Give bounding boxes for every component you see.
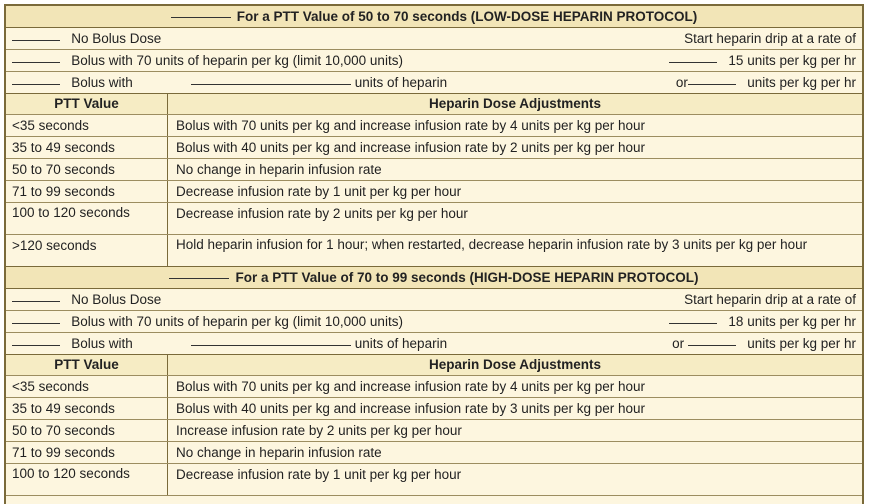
table-row: 50 to 70 seconds No change in heparin infusion rate: [6, 159, 862, 181]
drip-rate-label: 15 units per kg per hr: [728, 53, 856, 68]
no-bolus-label: No Bolus Dose: [71, 31, 162, 46]
ptt-value-header: PTT Value: [6, 94, 168, 114]
rate-blank: [669, 61, 717, 63]
table-row: 35 to 49 seconds Bolus with 40 units per kg and increase infusion rate by 2 units per kg per hour: [6, 137, 862, 159]
units-heparin-label: units of heparin: [354, 336, 448, 351]
high-dose-title: For a PTT Value of 70 to 99 seconds (HIGH-DOSE HEPARIN PROTOCOL): [235, 270, 699, 285]
table-row: >120 seconds Hold heparin infusion for 1 hour; when restarted, decrease heparin infusion rate by 3 units per kg per hour: [6, 235, 862, 267]
units-per-kg-hr-label: units per kg per hr: [747, 75, 856, 90]
bolus-70-row: [6, 50, 862, 72]
title-blank: [169, 277, 229, 279]
dose-adjustments-header: Heparin Dose Adjustments: [428, 96, 602, 111]
bolus-amount-blank: [191, 344, 351, 346]
table-row: <35 seconds Bolus with 70 units per kg and increase infusion rate by 4 units per kg per hour: [6, 376, 862, 398]
checkbox-blank: [12, 61, 60, 63]
high-dose-table-header: [6, 355, 862, 376]
start-drip-label: Start heparin drip at a rate of: [684, 292, 856, 307]
bolus-amount-blank: [191, 83, 351, 85]
rate-blank: [669, 322, 717, 324]
start-drip-label: Start heparin drip at a rate of: [684, 31, 856, 46]
heparin-protocol-sheet: [4, 4, 864, 504]
table-row: <35 seconds Bolus with 70 units per kg and increase infusion rate by 4 units per kg per hour: [6, 115, 862, 137]
table-row: 71 to 99 seconds Decrease infusion rate by 1 unit per kg per hour: [6, 181, 862, 203]
no-bolus-row: [6, 289, 862, 311]
or-label: or: [675, 75, 688, 90]
checkbox-blank: [12, 344, 60, 346]
drip-rate-label: 18 units per kg per hr: [728, 314, 856, 329]
rate-blank: [688, 344, 736, 346]
title-blank: [171, 16, 231, 18]
rate-blank: [688, 83, 736, 85]
checkbox-blank: [12, 83, 60, 85]
bolus-70-label: Bolus with 70 units of heparin per kg (limit 10,000 units): [71, 314, 403, 329]
no-bolus-row: [6, 28, 862, 50]
bolus-custom-row: [6, 333, 862, 355]
ptt-value-header: PTT Value: [6, 355, 168, 375]
bolus-with-label: Bolus with: [71, 336, 133, 351]
low-dose-table-header: [6, 94, 862, 115]
bolus-70-label: Bolus with 70 units of heparin per kg (limit 10,000 units): [71, 53, 403, 68]
table-row: 71 to 99 seconds No change in heparin infusion rate: [6, 442, 862, 464]
low-dose-title-row: [6, 6, 862, 28]
units-heparin-label: units of heparin: [354, 75, 448, 90]
checkbox-blank: [12, 39, 60, 41]
low-dose-title: For a PTT Value of 50 to 70 seconds (LOW-DOSE HEPARIN PROTOCOL): [236, 9, 698, 24]
dose-adjustments-header: Heparin Dose Adjustments: [428, 357, 602, 372]
bolus-with-label: Bolus with: [71, 75, 133, 90]
high-dose-title-row: [6, 267, 862, 289]
checkbox-blank: [12, 322, 60, 324]
table-row: 100 to 120 seconds Decrease infusion rate by 1 unit per kg per hour: [6, 464, 862, 496]
units-per-kg-hr-label: units per kg per hr: [747, 336, 856, 351]
no-bolus-label: No Bolus Dose: [71, 292, 162, 307]
bolus-custom-row: [6, 72, 862, 94]
table-row: 35 to 49 seconds Bolus with 40 units per kg and increase infusion rate by 3 units per kg per hour: [6, 398, 862, 420]
table-row: 100 to 120 seconds Decrease infusion rate by 2 units per kg per hour: [6, 203, 862, 235]
table-row: 50 to 70 seconds Increase infusion rate by 2 units per kg per hour: [6, 420, 862, 442]
or-label: or: [672, 336, 685, 351]
checkbox-blank: [12, 300, 60, 302]
bolus-70-row: [6, 311, 862, 333]
